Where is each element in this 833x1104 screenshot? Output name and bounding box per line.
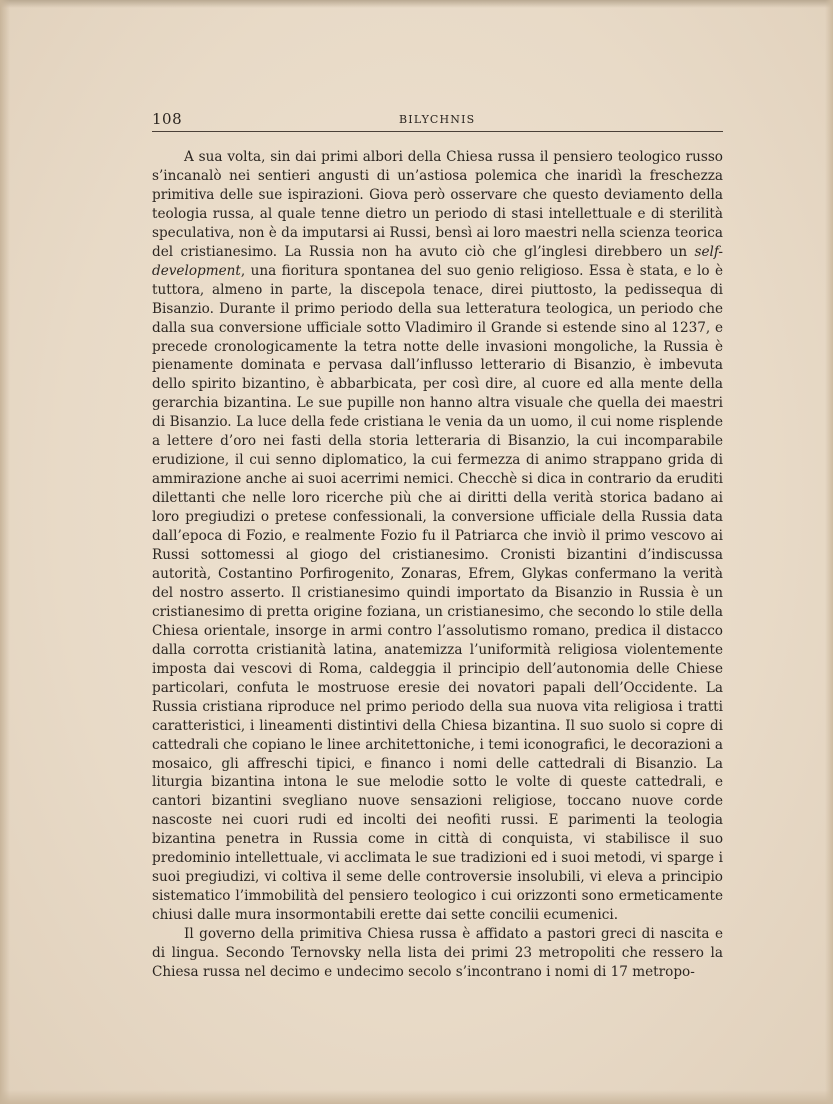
header-rule: [152, 131, 723, 132]
paragraph-1-rest: , una fioritura spontanea del suo genio religioso. Essa è stata, e lo è tuttora, almeno in parte, la discepola tenace, direi piuttosto, la pedissequa di Bisanzio. Durante il primo periodo della sua letteratura teologica, un periodo che dalla sua conversione ufficiale sotto Vladimiro il Grande si estende sino al 1237, e precede cronologicamente la tetra notte delle invasioni mongoliche, la Russia è pienamente dominata e pervasa dall’influsso letterario di Bisanzio, è imbevuta dello spirito bizantino, è abbarbicata, per così dire, al cuore ed alla mente della gerarchia bizantina. Le sue pupille non hanno altra visuale che quella dei maestri di Bisanzio. La luce della fede cristiana le venia da un uomo, il cui nome risplende a lettere d’oro nei fasti della storia letteraria di Bisanzio, la cui incomparabile erudizione, il cui senno diplomatico, la cui fermezza di animo strappano grida di ammirazione anche ai suoi acerrimi nemici. Checchè si dica in contrario da eruditi dilettanti che nelle loro ricerche più che ai diritti della verità storica badano ai loro pregiudizi o pretese confessionali, la conversione ufficiale della Russia data dall’epoca di Fozio, e realmente Fozio fu il Patriarca che inviò il primo vescovo ai Russi sottomessi al giogo del cristianesimo. Cronisti bizantini d’indiscussa autorità, Costantino Porfirogenito, Zonaras, Efrem, Glykas confermano la verità del nostro asserto. Il cristianesimo quindi importato da Bisanzio in Russia è un cristianesimo di pretta origine foziana, un cristianesimo, che secondo lo stile della Chiesa orientale, insorge in armi contro l’assolutismo romano, predica il distacco dalla corrotta cristianità latina, anatemizza l’uniformità religiosa violentemente imposta dai vescovi di Roma, caldeggia il principio dell’autonomia delle Chiese particolari, confuta le mostruose eresie dei novatori papali dell’Occidente. La Russia cristiana riproduce nel primo periodo della sua nuova vita religiosa i tratti caratteristici, i lineamenti distintivi della Chiesa bizantina. Il suo suolo si copre di cattedrali che copiano le linee architettoniche, i temi iconografici, le decorazioni a mosaico, gli affreschi tipici, e financo i nomi delle cattedrali di Bisanzio. La liturgia bizantina intona le sue melodie sotto le volte di queste cattedrali, e cantori bizantini svegliano nuove sensazioni religiose, toccano nuove corde nascoste nei cuori rudi ed incolti dei neofiti russi. E parimenti la teologia bizantina penetra in Russia come in città di conquista, vi stabilisce il suo predominio intellettuale, vi acclimata le sue tradizioni ed i suoi metodi, vi sparge i suoi pregiudizi, vi coltiva il seme delle controversie insolubili, vi eleva a principio sistematico l’immobilità del pensiero teologico i cui orizzonti sono ermeticamente chiusi dalle mura insormontabili erette dai sette concilii ecumenici.: [152, 262, 723, 924]
body-text: [152, 148, 723, 982]
paragraph-1-start: A sua volta, sin dai primi albori della Chiesa russa il pensiero teologico russo s’incanalò nei sentieri angusti di un’astiosa polemica che inaridì la freschezza primitiva delle sue ispirazioni. Giova però osservare che questo deviamento della teologia russa, al quale tenne dietro un periodo di stasi intellettuale e di sterilità speculativa, non è da imputarsi ai Russi, bensì ai loro maestri nella scienza teorica del cristianesimo. La Russia non ha avuto ciò che gl’inglesi direbbero un: [152, 149, 723, 260]
page-edge-bottom: [0, 1090, 833, 1104]
paragraph-1: [152, 148, 723, 925]
page-edge-left: [0, 0, 10, 1104]
page-edge-right: [825, 0, 833, 1104]
running-head: BILYCHNIS: [399, 113, 476, 126]
page-edge-top: [0, 0, 833, 8]
paragraph-2: Il governo della primitiva Chiesa russa è affidato a pastori greci di nascita e di lingua. Secondo Ternovsky nella lista dei primi 23 metropoliti che ressero la Chiesa russa nel decimo e undecimo secolo s’incontrano i nomi di 17 metropo-: [152, 926, 723, 980]
italic-term: self-development: [152, 243, 723, 279]
page-number: 108: [152, 110, 183, 128]
